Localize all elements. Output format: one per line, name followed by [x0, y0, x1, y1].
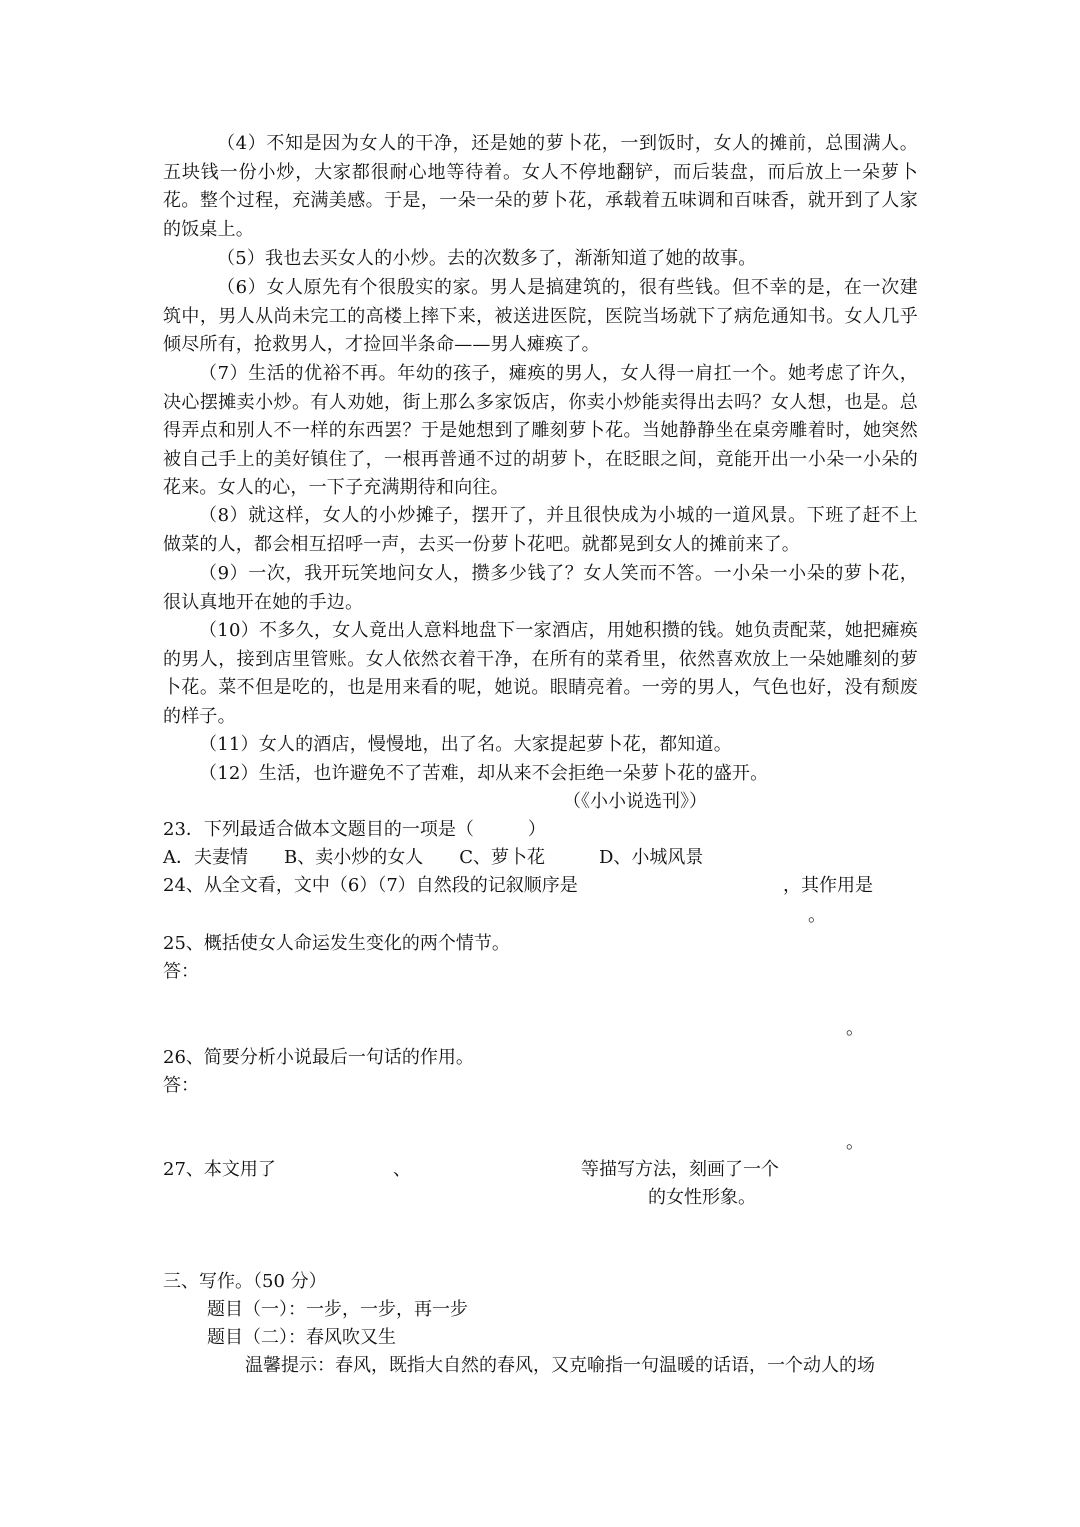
- paragraph-5: （5）我也去买女人的小炒。去的次数多了，渐渐知道了她的故事。: [217, 248, 757, 269]
- writing-topic-2: 题目（二）：春风吹又生: [207, 1327, 396, 1348]
- question-24: 24、从全文看，文中（6）（7）自然段的记叙顺序是: [163, 875, 578, 896]
- question-23: 23．下列最适合做本文题目的一项是（ ）: [163, 819, 546, 840]
- writing-topic-1: 题目（一）：一步，一步，再一步: [207, 1299, 468, 1320]
- source-citation: （《小小说选刊》）: [563, 791, 707, 812]
- question-27: 27、本文用了: [163, 1159, 276, 1180]
- question-27-image: 的女性形象。: [648, 1187, 756, 1208]
- question-23-options: A．夫妻情 B、卖小炒的女人 C、萝卜花 D、小城风景: [163, 847, 704, 868]
- question-26-answer-label: 答：: [163, 1075, 199, 1096]
- writing-heading: 三、写作。（50 分）: [163, 1271, 327, 1292]
- question-27-methods: 等描写方法，刻画了一个: [581, 1159, 779, 1180]
- question-27-separator: 、: [393, 1159, 411, 1180]
- question-26: 26、简要分析小说最后一句话的作用。: [163, 1047, 474, 1068]
- paragraph-4: （4）不知是因为女人的干净，还是她的萝卜花，一到饭时，女人的摊前，总围满人。五块钱一份小炒，大家都很耐心地等待着。女人不停地翻铲，而后装盘，而后放上一朵萝卜花。整个过程，充满美感。于是，一朵一朵的萝卜花，承载着五味调和百味香，就开到了人家的饭桌上。: [163, 133, 918, 240]
- paragraph-7: （7）生活的优裕不再。年幼的孩子，瘫痪的男人，女人得一肩扛一个。她考虑了许久，决心摆摊卖小炒。有人劝她，街上那么多家饭店，你卖小炒能卖得出去吗？女人想，也是。总得弄点和别人不一样的东西罢？于是她想到了雕刻萝卜花。当她静静坐在桌旁雕着时，她突然被自己手上的美好镇住了，一根再普通不过的胡萝卜，在眨眼之间，竟能开出一小朵一小朵的花来。女人的心，一下子充满期待和向往。: [163, 363, 918, 499]
- paragraph-9: （9）一次，我开玩笑地问女人，攒多少钱了？女人笑而不答。一小朵一小朵的萝卜花，很认真地开在她的手边。: [163, 563, 918, 613]
- paragraph-12: （12）生活，也许避免不了苦难，却从来不会拒绝一朵萝卜花的盛开。: [199, 763, 769, 784]
- paragraph-6: （6）女人原先有个很殷实的家。男人是搞建筑的，很有些钱。但不幸的是，在一次建筑中，男人从尚未完工的高楼上摔下来，被送进医院，医院当场就下了病危通知书。女人几乎倾尽所有，抢救男人，才捡回半条命——男人瘫痪了。: [163, 277, 918, 356]
- paragraph-11: （11）女人的酒店，慢慢地，出了名。大家提起萝卜花，都知道。: [199, 734, 732, 755]
- question-25-answer-label: 答：: [163, 961, 199, 982]
- question-24-effect: ，其作用是: [783, 875, 873, 896]
- question-24-end: 。: [808, 905, 826, 926]
- paragraph-8: （8）就这样，女人的小炒摊子，摆开了，并且很快成为小城的一道风景。下班了赶不上做菜的人，都会相互招呼一声，去买一份萝卜花吧。就都晃到女人的摊前来了。: [163, 505, 918, 555]
- paragraph-10: （10）不多久，女人竟出人意料地盘下一家酒店，用她积攒的钱。她负责配菜，她把瘫痪的男人，接到店里管账。女人依然衣着干净，在所有的菜肴里，依然喜欢放上一朵她雕刻的萝卜花。菜不但是吃的，也是用来看的呢，她说。眼睛亮着。一旁的男人，气色也好，没有颓废的样子。: [163, 620, 918, 727]
- question-25-end: 。: [846, 1018, 864, 1039]
- question-26-end: 。: [846, 1132, 864, 1153]
- question-25: 25、概括使女人命运发生变化的两个情节。: [163, 933, 510, 954]
- writing-tip: 温馨提示：春风，既指大自然的春风，又克喻指一句温暖的话语，一个动人的场: [245, 1355, 875, 1376]
